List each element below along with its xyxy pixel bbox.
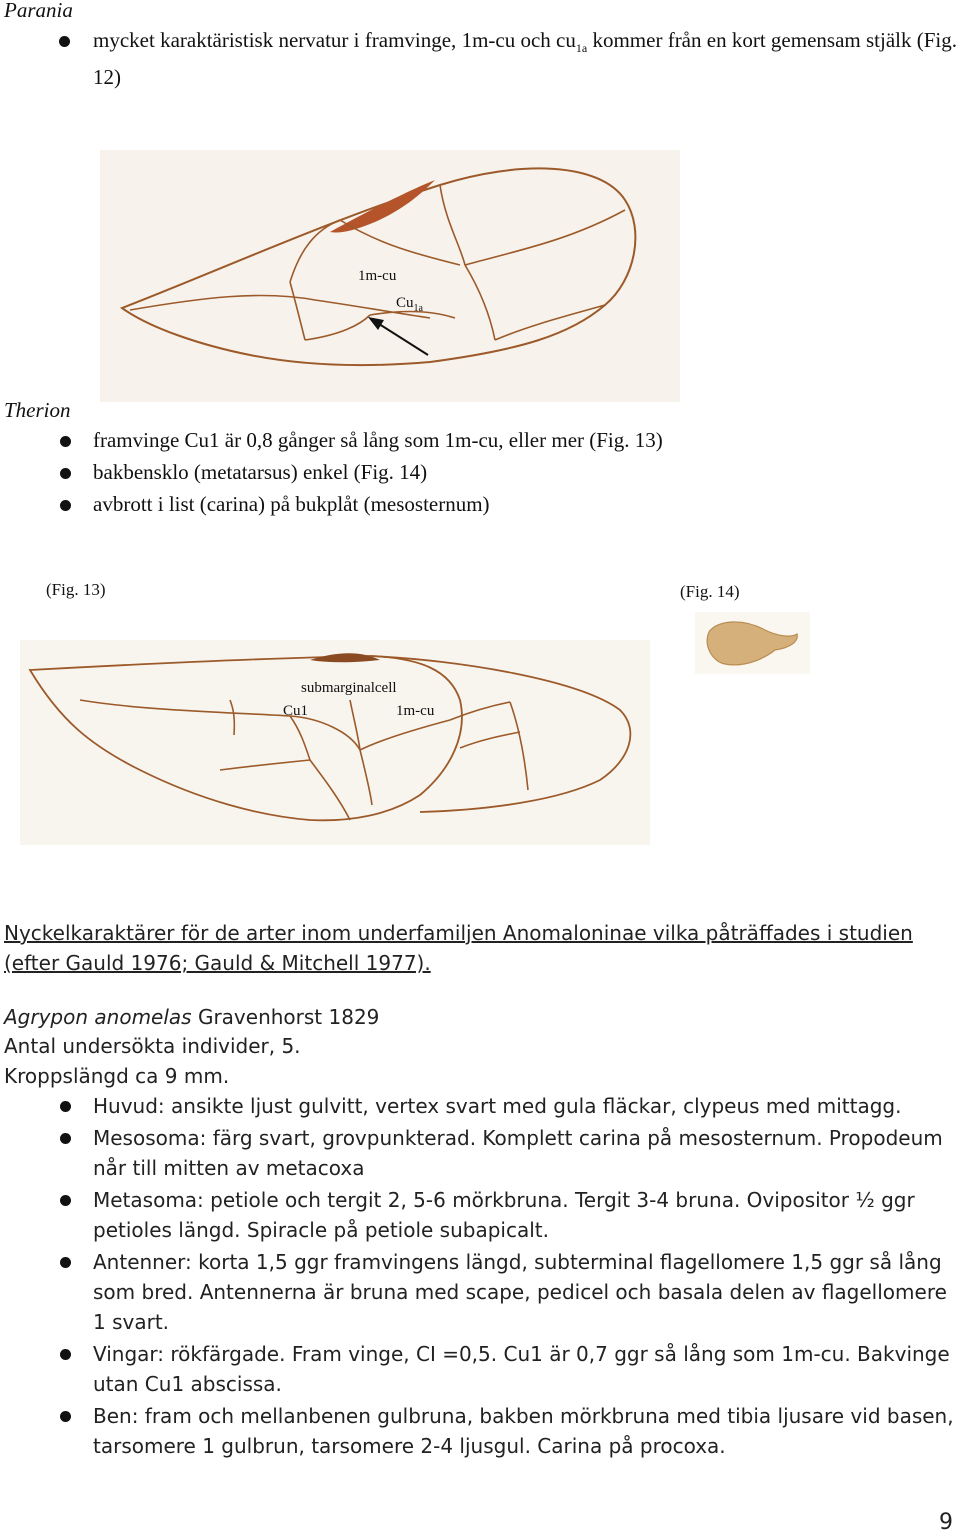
therion-bullet bbox=[0, 426, 960, 458]
parania-bullet-text: mycket karaktäristisk nervatur i framvinge, 1m-cu och cu bbox=[93, 28, 576, 52]
species-bullet bbox=[0, 1123, 958, 1183]
species-bullet-text: Ben: fram och mellanbenen gulbruna, bakben mörkbruna med tibia ljusare vid basen, tarsomere 1 gulbrun, tarsomere 2-4 ljusgul. Carina på procoxa. bbox=[93, 1404, 954, 1458]
figure-12-wing bbox=[100, 150, 680, 402]
species-bullet-text: Vingar: rökfärgade. Fram vinge, CI =0,5. Cu1 är 0,7 ggr så lång som 1m-cu. Bakvinge utan Cu1 abscissa. bbox=[93, 1342, 950, 1396]
therion-bullet bbox=[0, 490, 960, 522]
bullet-dot bbox=[60, 500, 71, 511]
species-bullet bbox=[0, 1339, 958, 1399]
fig12-label-cu-main: Cu bbox=[396, 295, 414, 311]
bullet-dot bbox=[60, 1101, 71, 1112]
species-length: Kroppslängd ca 9 mm. bbox=[4, 1064, 230, 1088]
species-bullet-text: Antenner: korta 1,5 ggr framvingens längd, subterminal flagellomere 1,5 ggr så lång som bred. Antennerna är bruna med scape, pedicel och basala delen av flagellomere 1 svart. bbox=[93, 1250, 947, 1334]
therion-bullet-text: avbrott i list (carina) på bukplåt (mesosternum) bbox=[93, 492, 490, 516]
therion-bullet-list bbox=[0, 426, 960, 522]
figure-13-wing bbox=[20, 640, 650, 845]
bullet-dot bbox=[60, 468, 71, 479]
bullet-dot bbox=[60, 1195, 71, 1206]
section-title-therion: Therion bbox=[4, 398, 71, 422]
therion-bullet bbox=[0, 458, 960, 490]
fig12-label-cu1a bbox=[396, 295, 423, 314]
fig13-label-1mcu: 1m-cu bbox=[396, 703, 435, 719]
species-bullet bbox=[0, 1247, 958, 1337]
bullet-dot bbox=[60, 1411, 71, 1422]
bullet-dot bbox=[60, 1133, 71, 1144]
fig12-label-1mcu: 1m-cu bbox=[358, 268, 397, 284]
species-bullet bbox=[0, 1401, 958, 1461]
species-title bbox=[4, 1002, 379, 1032]
fig13-label-cu1: Cu1 bbox=[283, 703, 309, 719]
page-number: 9 bbox=[939, 1510, 953, 1535]
species-bullet-text: Huvud: ansikte ljust gulvitt, vertex svart med gula fläckar, clypeus med mittagg. bbox=[93, 1094, 902, 1118]
claw-drawing-fig14 bbox=[695, 612, 810, 674]
bullet-dot bbox=[60, 436, 71, 447]
species-author: Gravenhorst 1829 bbox=[191, 1005, 380, 1029]
figure-14-claw bbox=[695, 612, 810, 674]
species-bullet bbox=[0, 1185, 958, 1245]
section-title-parania: Parania bbox=[4, 0, 73, 22]
species-bullet-list bbox=[0, 1091, 958, 1461]
fig13-caption: (Fig. 13) bbox=[46, 580, 106, 599]
parania-bullet-sub: 1a bbox=[575, 41, 588, 56]
therion-bullet-text: bakbensklo (metatarsus) enkel (Fig. 14) bbox=[93, 460, 428, 484]
wing-drawing-fig13 bbox=[20, 640, 650, 845]
parania-bullet-text-end: kommer från en kort gemensam stjälk (Fig. 12) bbox=[93, 28, 957, 90]
species-bullet-text: Metasoma: petiole och tergit 2, 5-6 mörkbruna. Tergit 3-4 bruna. Ovipositor ½ ggr petioles längd. Spiracle på petiole subapicalt. bbox=[93, 1188, 915, 1242]
species-bullet bbox=[0, 1091, 958, 1121]
bullet-dot bbox=[60, 1349, 71, 1360]
therion-bullet-text: framvinge Cu1 är 0,8 gånger så lång som 1m-cu, eller mer (Fig. 13) bbox=[93, 428, 663, 452]
species-name: Agrypon anomelas bbox=[4, 1005, 192, 1029]
fig12-label-cu-sub: 1a bbox=[413, 303, 423, 314]
bullet-dot bbox=[59, 36, 70, 47]
key-heading: Nyckelkaraktärer för de arter inom underfamiljen Anomaloninae vilka påträffades i studien (efter Gauld 1976; Gauld & Mitchell 1977). bbox=[4, 921, 913, 975]
fig13-label-submarginal: submarginalcell bbox=[301, 680, 397, 696]
species-count: Antal undersökta individer, 5. bbox=[4, 1034, 301, 1058]
bullet-dot bbox=[60, 1257, 71, 1268]
parania-bullet bbox=[93, 26, 957, 92]
fig14-caption: (Fig. 14) bbox=[680, 582, 740, 601]
species-bullet-text: Mesosoma: färg svart, grovpunkterad. Komplett carina på mesosternum. Propodeum når till mitten av metacoxa bbox=[93, 1126, 943, 1180]
